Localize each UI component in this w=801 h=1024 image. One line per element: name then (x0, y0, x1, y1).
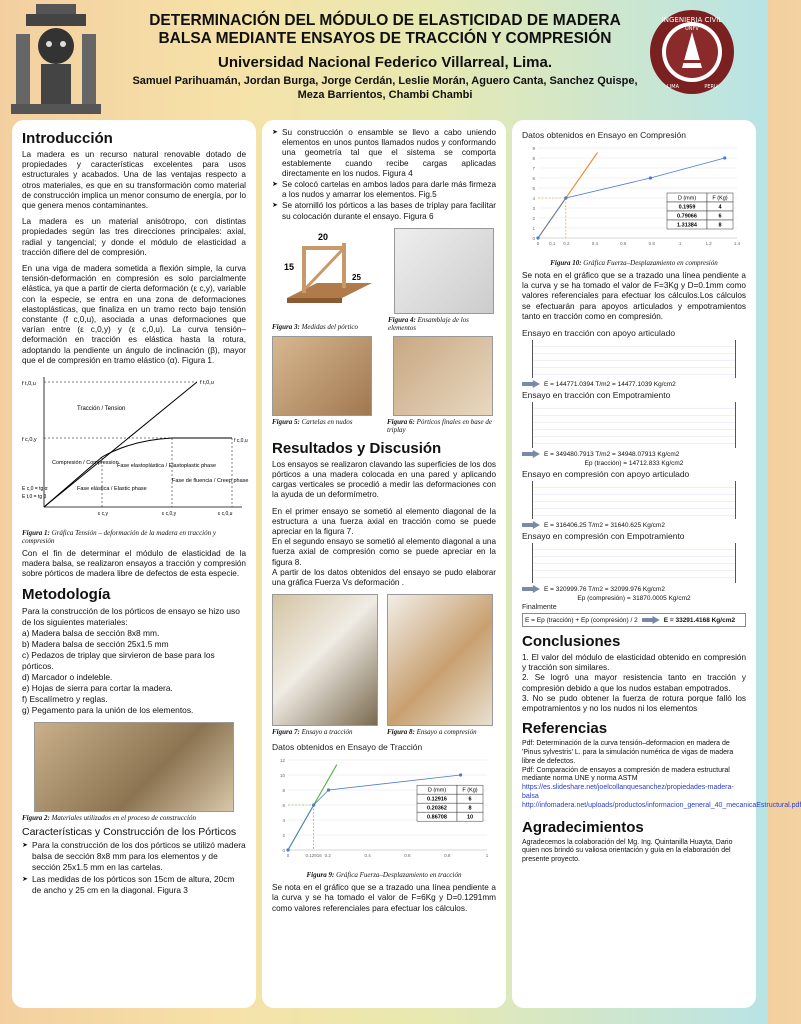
figure-8-compression-test-photo (387, 594, 493, 726)
x-tick-label: 0.6 (404, 853, 411, 859)
y-tick-label: 9 (532, 146, 535, 151)
results-heading: Resultados y Discusión (272, 439, 442, 457)
y-tick-label: 3 (532, 206, 535, 211)
reference-link-2[interactable]: http://infomadera.net/uploads/productos/informacion_general_40_mecanicaEstructural.pdf (522, 801, 801, 809)
x-tick-label: 1.2 (705, 241, 712, 246)
calc4-title: Ensayo en compresión con Empotramiento (522, 531, 685, 542)
figure-9-title: Datos obtenidos en Ensayo de Tracción (272, 742, 423, 753)
data-point (286, 849, 289, 852)
data-point (327, 789, 330, 792)
metodologia-heading: Metodología (22, 585, 111, 603)
reference-link-1[interactable]: https://es.slideshare.net/joelcollanquesanchez/propiedades-madera-balsa (522, 784, 734, 801)
y-tick-label: 12 (279, 758, 285, 764)
table-value: 0.12916 (427, 796, 447, 803)
figure-3-frame-dimensions (272, 228, 382, 316)
figure-2-materials-photo (34, 722, 234, 812)
calc4-result-line: E = 320999.76 T/m2 = 32099.976 Kg/cm2 (522, 585, 746, 593)
table-value: 0.1959 (678, 204, 696, 211)
table-header: D (mm) (427, 787, 447, 794)
table-value: 6 (468, 796, 472, 803)
authors: Samuel Parihuamán, Jordan Burga, Jorge Cerdán, Leslie Morán, Aguero Canta, Sanchez Quispe, Meza Barrientos, Chambi Chambi (132, 75, 638, 101)
list-item: e) Hojas de sierra para cortar la madera. (22, 682, 173, 693)
x-tick-label: 0 (286, 853, 290, 859)
figure-7: Figura 7: Ensayo a tracción (272, 594, 381, 740)
y-tick-label: 1 (532, 226, 535, 231)
table-value: 0.79066 (677, 213, 697, 220)
arrow-icon (522, 521, 540, 529)
figure-5: Figura 5: Cartelas en nudos (272, 336, 381, 438)
figure-5-gussets-photo (272, 336, 372, 416)
figure-6: Figura 6: Pórticos finales en base de triplay (387, 336, 496, 438)
calc3-title: Ensayo en compresión con apoyo articulado (522, 469, 690, 480)
x-tick-label: 0.1 (549, 241, 556, 246)
figure-2-caption: Figura 2: Materiales utilizados en el proceso de construcción (22, 813, 196, 822)
figure-9-caption: Figura 9: Gráfica Fuerza–Desplazamiento en tracción (306, 871, 462, 880)
svg-text:E t,0 = tg β: E t,0 = tg β (22, 494, 47, 501)
table-header: F (Kg) (462, 787, 478, 794)
conclusion-3: 3. No se pudo obtener la fuerza de rotura porque falló los empotramientos y no los nudos ni los elementos (522, 693, 746, 714)
figure-10-title: Datos obtenidos en Ensayo en Compresión (522, 130, 686, 140)
y-tick-label: 6 (532, 176, 535, 181)
figure-6-final-frames-photo (393, 336, 493, 416)
list-item: ➤ Su construcción o ensamble se llevo a cabo uniendo elementos en unos puntos llamados nudos y conformando una geometría tal que el sistema se comporta establemente cuando recibe cargas aplicadas directamente en los nudos. Figura 4 (272, 128, 496, 179)
figures-5-6-row (272, 336, 496, 438)
figure-9-traction-chart (272, 754, 496, 864)
construction-bullets-continued (272, 128, 496, 222)
reference-2: Pdf: Comparación de ensayos a compresión de madera estructural mediante norma UNE y norma ASTM (522, 766, 730, 783)
svg-text:ε c,y: ε c,y (98, 511, 109, 518)
svg-text:Fase elástica / Elastic phase: Fase elástica / Elastic phase (77, 486, 147, 493)
list-item: ➤ Se colocó cartelas en ambos lados para darle más firmeza a los nudos y amarrar los elementos. Fig.5 (272, 180, 496, 200)
svg-text:f c,0,y: f c,0,y (22, 437, 37, 444)
y-tick-label: 4 (282, 818, 285, 824)
acknowledgements-heading: Agradecimientos (522, 818, 644, 836)
references-heading: Referencias (522, 720, 608, 738)
svg-text:Compresión / Compression: Compresión / Compression (52, 460, 119, 467)
figure-10-compression-chart (522, 142, 746, 252)
figure-1-stress-strain-diagram (22, 372, 249, 522)
poster-header (0, 0, 768, 118)
figures-3-4-row (272, 228, 496, 336)
compression-note: Se nota en el gráfico que se a trazado una línea pendiente a la curva y se ha tomado el valor de F=3Kg y D=0.1mm como valores referenciales para efectuar los cálculos.Los cálculos se efectuarán para apoyos articulados y empotramientos tanto en tracción como en compresión. (522, 271, 746, 321)
table-header: D (mm) (677, 195, 697, 202)
calc2-summary: Ep (tracción) = 14712.833 Kg/cm2 (584, 460, 684, 468)
table-value: 4 (718, 204, 722, 211)
figure-10-caption: Figura 10: Gráfica Fuerza–Desplazamiento en compresión (550, 259, 718, 267)
inca-logo-icon (6, 4, 106, 116)
x-tick-label: 0.2 (324, 853, 331, 859)
civil-engineering-seal-icon (648, 8, 736, 96)
y-tick-label: 6 (282, 803, 285, 809)
materials-list (22, 628, 246, 716)
table-value: 8 (468, 805, 472, 812)
svg-text:f c,0,u: f c,0,u (234, 438, 248, 445)
reference-1: Pdf: Determinación de la curva tensión–deformacion en madera de 'Pinus sylvestris' L. para la simulación numérica de vigas de madera libre de defectos. (522, 740, 734, 765)
list-item: ➤ Se atornilló los pórticos a las bases de triplay para facilitar su colocación durante el ensayo. Figura 6 (272, 201, 496, 221)
construction-bullets (22, 840, 246, 896)
list-item: ➤ Las medidas de los pórticos son 15cm de altura, 20cm de ancho y 25 cm en la diagonal. Figura 3 (22, 874, 246, 896)
data-point (312, 804, 315, 807)
university-name: Universidad Nacional Federico Villarreal, Lima. (217, 54, 553, 71)
table-value: 8 (718, 222, 722, 229)
intro-paragraph-1: La madera es un recurso natural renovable dotado de propiedades y características excelentes para usos estructurales y acabados. Una de las ventajas respecto a otros materiales, es que en su transformación como material de construcción implica un menor consumo de energía, por lo que genera menos contaminantes. (22, 150, 246, 211)
calc1-result-line: E = 144771.0394 T/m2 = 14477.1039 Kg/cm2 (522, 380, 746, 388)
results-paragraph-4: A partir de los datos obtenidos del ensayo se pudo elaborar una gráfica Fuerza Vs deformación . (272, 567, 496, 588)
y-tick-label: 7 (532, 166, 535, 171)
x-tick-label: 0.4 (364, 853, 371, 859)
data-point (649, 176, 652, 179)
arrow-icon (522, 585, 540, 593)
column-calculations (512, 120, 801, 1008)
y-tick-label: 4 (532, 196, 535, 201)
svg-text:Fase elastoplástica / Elastopl: Fase elastoplástica / Elastoplastic phase (117, 463, 217, 470)
calc3-result-line: E = 316406.25 T/m2 = 31640.625 Kg/cm2 (522, 521, 746, 529)
poster-title: DETERMINACIÓN DEL MÓDULO DE ELASTICIDAD DE MADERA BALSA MEDIANTE ENSAYOS DE TRACCIÓN Y COMPRESIÓN (149, 12, 621, 47)
calc2-result-line: E = 349480.7913 T/m2 = 34948.07913 Kg/cm2 (522, 450, 746, 458)
svg-text:LIMA: LIMA (667, 84, 679, 90)
svg-text:20: 20 (318, 231, 329, 242)
x-tick-label: 0.2 (563, 241, 570, 246)
x-tick-label: 0.6 (620, 241, 627, 246)
calc4-summary: Ep (compresión) = 31870.0005 Kg/cm2 (577, 595, 691, 603)
table-value: 0.86708 (427, 814, 447, 821)
figure-1-caption: Figura 1: Gráfica Tensión – deformación de la madera en tracción y compresión (22, 529, 216, 546)
figures-7-8-row (272, 594, 496, 740)
x-tick-label: 0.4 (591, 241, 598, 246)
calc3-matrix (532, 481, 736, 519)
table-value: 0.20362 (427, 805, 447, 812)
table-value: 10 (466, 814, 474, 821)
results-paragraph-5: Se nota en el gráfico que se a trazado una línea pendiente a la curva y se ha tomado el valor de F=6Kg y D=0.1291mm como valores referenciales para efectuar los cálculos. (272, 883, 496, 913)
svg-text:15: 15 (284, 261, 295, 272)
svg-text:Tracción / Tension: Tracción / Tension (77, 406, 126, 413)
construction-subheading: Características y Construcción de los Pórticos (22, 825, 237, 838)
calc1-matrix (532, 340, 736, 378)
figure-7-traction-test-photo (272, 594, 378, 726)
figure-8: Figura 8: Ensayo a compresión (387, 594, 496, 740)
data-point (723, 156, 726, 159)
table-value: 6 (718, 213, 722, 220)
y-tick-label: 5 (532, 186, 535, 191)
data-point (536, 236, 539, 239)
intro-heading: Introducción (22, 130, 113, 147)
list-item: f) Escalímetro y reglas. (22, 693, 108, 704)
final-title: Finalmente (522, 604, 557, 612)
svg-text:ε c,0,y: ε c,0,y (162, 511, 177, 518)
acknowledgements-text: Agradecemos la colaboración del Mg. Ing. Quintanilla Huayta, Dario quien nos brindó su valiosa orientación y guía en la elaboración del presente proyecto. (522, 838, 733, 864)
svg-text:INGENIERIA CIVIL: INGENIERIA CIVIL (661, 16, 723, 24)
svg-text:ε c,0,u: ε c,0,u (218, 511, 233, 518)
y-tick-label: 0 (532, 236, 535, 241)
figure-3: 15 20 25 Figura 3: Medidas del pórtico (272, 228, 382, 336)
svg-text:Fase de fluencia / Creep phase: Fase de fluencia / Creep phase (172, 478, 249, 485)
intro-paragraph-3: En una viga de madera sometida a flexión simple, la curva tensión-deformación en compresión es solo parcialmente elástica, ya que a partir de cierta deformación (ε c,y), variable con la especie, se entra en una zona de deformaciones elastoplásticas, que finaliza en un tramo recto bajo tensión constante (f c,0,u), asociada a unas deformaciones que varían entre (ε c,0,y) y (ε c,0,u). La curva tensión–deformación en tracción es elástica hasta la rotura, adoptando la pendiente un ángulo de inclinación (β), mayor que el de compresión en tramo elástico (α). Figura 1. (22, 264, 246, 365)
y-tick-label: 2 (282, 833, 285, 839)
svg-text:E c,0 = tg α: E c,0 = tg α (22, 486, 48, 493)
intro-paragraph-2: La madera es un material anisótropo, con distintas propiedades según las tres direcciones principales: axial, radial y tangencial; y donde el módulo de elasticidad a tracción difiere del de compresión. (22, 217, 246, 257)
calc2-matrix (532, 402, 736, 448)
figure-4-assembly-photo (394, 228, 494, 314)
results-paragraph-3: En el segundo ensayo se sometió al elemento diagonal a una fuerza axial de compresión como se puede apreciar en la figura 8. (272, 537, 496, 567)
arrow-icon (642, 616, 660, 624)
list-item: a) Madera balsa de sección 8x8 mm. (22, 627, 160, 638)
list-item: b) Madera balsa de sección 25x1.5 mm (22, 638, 169, 649)
x-tick-label: 1.4 (733, 241, 741, 246)
list-item: d) Marcador o indeleble. (22, 671, 113, 682)
list-item: c) Pedazos de triplay que sirvieron de base para los pórticos. (22, 649, 215, 671)
results-paragraph-1: Los ensayos se realizaron clavando las superficies de los dos pórticos a una madera colocada en una pared y aplicando cargas verticales se procedió a medir las deformaciones con la ayuda de un deformímetro. (272, 459, 496, 500)
data-point (459, 774, 462, 777)
table-value: 1.31384 (677, 222, 697, 229)
final-equation: E = Ep (tracción) + Ep (compresión) / 2 E = 33291.4168 Kg/cm2 (522, 613, 746, 627)
list-item: ➤ Para la construcción de los dos pórticos se utilizó madera balsa de sección 8x8 mm para los elementos y de sección 25x1.5 mm en las cartelas. (22, 840, 246, 873)
svg-text:PERU: PERU (704, 84, 718, 90)
y-tick-label: 8 (282, 788, 285, 794)
svg-text:f t,0,u: f t,0,u (200, 380, 214, 387)
results-paragraph-2: En el primer ensayo se sometió al elemento diagonal de la estructura a una fuerza axial en tracción como se puede apreciar en la figura 7. (272, 506, 496, 537)
svg-text:f t,0,u: f t,0,u (22, 381, 36, 388)
arrow-icon (522, 380, 540, 388)
arrow-icon (522, 450, 540, 458)
x-tick-label: 0.8 (648, 241, 655, 246)
y-tick-label: 0 (282, 848, 285, 854)
column-introduction (12, 120, 256, 1008)
calc4-matrix (532, 543, 736, 583)
x-tick-label: 1 (485, 853, 489, 859)
y-tick-label: 2 (532, 216, 535, 221)
conclusions-heading: Conclusiones (522, 633, 621, 651)
y-tick-label: 10 (279, 773, 285, 779)
svg-text:25: 25 (352, 272, 361, 282)
x-tick-label: 0.12916 (305, 853, 322, 859)
table-header: F (Kg) (712, 195, 728, 202)
calc1-title: Ensayo en tracción con apoyo articulado (522, 328, 676, 339)
list-item: g) Pegamento para la unión de los elementos. (22, 704, 194, 715)
metodologia-intro: Para la construcción de los pórticos de ensayo se hizo uso de los siguientes materiales: (22, 605, 240, 627)
intro-paragraph-4: Con el fin de determinar el módulo de elasticidad de la madera balsa, se realizaron ensayos a tracción y compresión sobre pórticos de madera libre de defectos de esta especie. (22, 549, 246, 579)
calc2-title: Ensayo en tracción con Empotramiento (522, 390, 671, 401)
conclusion-2: 2. Se logró una mayor resistencia tanto en tracción y compresión debido a que los nudos estaban empotrados. (522, 673, 746, 693)
column-results (262, 120, 506, 1008)
x-tick-label: 0.8 (444, 853, 451, 859)
x-tick-label: 0 (536, 241, 540, 246)
svg-text:UNFV: UNFV (685, 26, 699, 32)
figure-4: Figura 4: Ensamblaje de los elementos (388, 228, 496, 336)
data-point (564, 196, 567, 199)
x-tick-label: 1 (678, 241, 682, 246)
conclusion-1: 1. El valor del módulo de elasticidad obtenido en compresión y tracción son similares. (522, 653, 746, 673)
y-tick-label: 8 (532, 156, 535, 161)
